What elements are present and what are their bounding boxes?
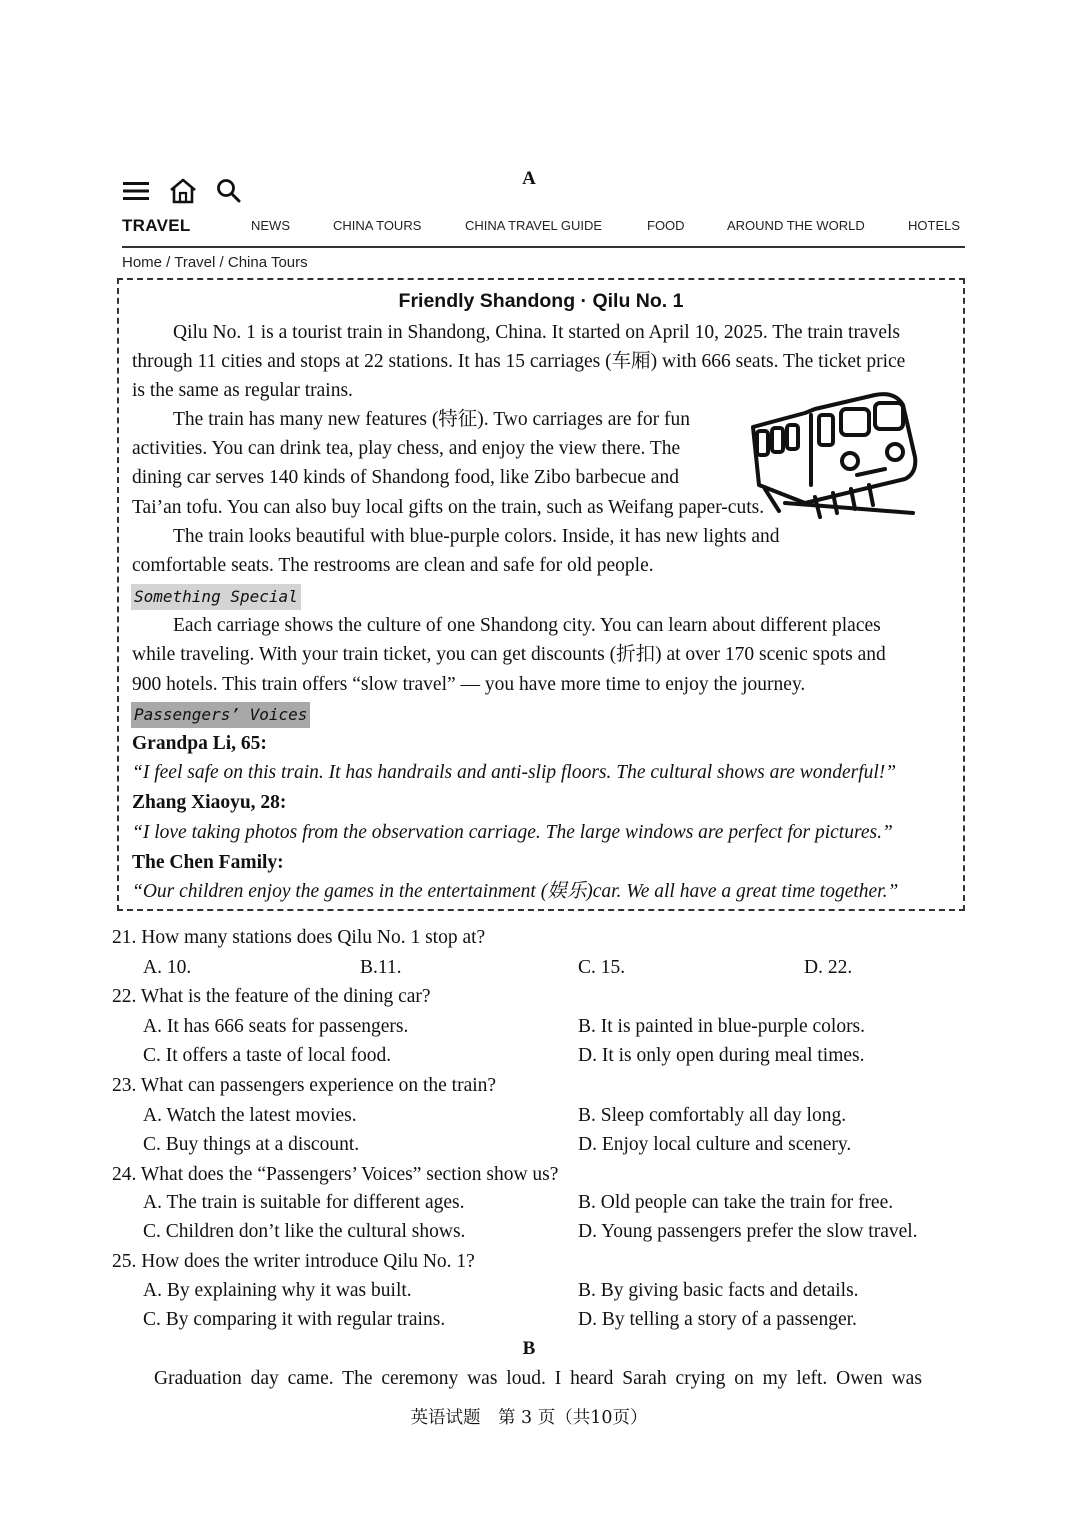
nav-item-hotels[interactable]: HOTELS [908,218,961,233]
passage-b-line: Graduation day came. The ceremony was loud. I heard Sarah crying on my left. Owen was [154,1368,922,1389]
breadcrumb[interactable]: Home / Travel / China Tours [122,254,308,271]
question-25: 25. How does the writer introduce Qilu No. 1? [112,1251,475,1272]
article-line: dining car serves 140 kinds of Shandong food, like Zibo barbecue and [132,467,679,488]
voice-name: Zhang Xiaoyu, 28: [132,792,287,813]
page-footer: 英语试题 第 3 页（共10页） [410,1408,648,1428]
article-title: Friendly Shandong · Qilu No. 1 [398,290,684,312]
nav-item-food[interactable]: FOOD [647,218,685,233]
article-line: The train looks beautiful with blue-purple colors. Inside, it has new lights and [173,526,780,547]
option: D. By telling a story of a passenger. [578,1309,857,1330]
article-line: Tai’an tofu. You can also buy local gifts on the train, such as Weifang paper-cuts. [132,497,765,518]
voice-quote: “I feel safe on this train. It has handrails and anti-slip floors. The cultural shows are wonderful!” [132,762,897,783]
option: B. It is painted in blue-purple colors. [578,1016,866,1037]
option: B. Old people can take the train for free. [578,1192,894,1213]
section-a-heading: A [522,168,536,189]
article-line: comfortable seats. The restrooms are clean and safe for old people. [132,555,654,576]
train-illustration [745,385,920,530]
article-line: The train has many new features (特征). Two carriages are for fun [173,409,690,430]
voice-name: Grandpa Li, 65: [132,733,267,754]
article-line: 900 hotels. This train offers “slow travel” — you have more time to enjoy the journey. [132,674,806,695]
menu-icon[interactable] [122,180,150,202]
article-line: through 11 cities and stops at 22 stations. It has 15 carriages (车厢) with 666 seats. The ticket price [132,351,906,372]
question-24: 24. What does the “Passengers’ Voices” section show us? [112,1164,559,1185]
option: B. Sleep comfortably all day long. [578,1105,847,1126]
home-icon[interactable] [168,178,198,204]
nav-item-news[interactable]: NEWS [251,218,290,233]
nav-item-china-tours[interactable]: CHINA TOURS [333,218,422,233]
option: C. Children don’t like the cultural shows. [143,1221,466,1242]
icon-toolbar [122,176,242,206]
nav-item-china-travel-guide[interactable]: CHINA TRAVEL GUIDE [465,218,603,233]
option: C. By comparing it with regular trains. [143,1309,446,1330]
nav-item-around-the-world[interactable]: AROUND THE WORLD [727,218,865,233]
option: A. 10. [143,957,192,978]
option: D. Young passengers prefer the slow travel. [578,1221,918,1242]
section-heading-something-special: Something Special [131,584,301,610]
question-22: 22. What is the feature of the dining car? [112,986,431,1007]
option: A. By explaining why it was built. [143,1280,412,1301]
question-21: 21. How many stations does Qilu No. 1 stop at? [112,927,486,948]
voice-quote: “Our children enjoy the games in the entertainment (娱乐)car. We all have a great time together.” [132,881,899,902]
article-line: Each carriage shows the culture of one Shandong city. You can learn about different places [173,615,881,636]
section-heading-passengers-voices: Passengers’ Voices [131,702,310,728]
top-navigation [122,212,965,248]
voice-name: The Chen Family: [132,852,284,873]
option: C. Buy things at a discount. [143,1134,360,1155]
option: D. 22. [804,957,853,978]
option: A. It has 666 seats for passengers. [143,1016,409,1037]
article-line: while traveling. With your train ticket, you can get discounts (折扣) at over 170 scenic spots and [132,644,886,665]
article-line: activities. You can drink tea, play chess, and enjoy the view there. The [132,438,681,459]
option: A. The train is suitable for different ages. [143,1192,465,1213]
option: C. It offers a taste of local food. [143,1045,392,1066]
voice-quote: “I love taking photos from the observation carriage. The large windows are perfect for pictures.” [132,822,893,843]
option: D. It is only open during meal times. [578,1045,865,1066]
option: B.11. [360,957,402,978]
brand-travel-link[interactable]: TRAVEL [122,216,191,235]
article-line: is the same as regular trains. [132,380,353,401]
option: B. By giving basic facts and details. [578,1280,859,1301]
article-line: Qilu No. 1 is a tourist train in Shandong, China. It started on April 10, 2025. The train travels [173,322,901,343]
option: C. 15. [578,957,626,978]
search-icon[interactable] [216,178,242,204]
option: D. Enjoy local culture and scenery. [578,1134,852,1155]
section-b-heading: B [522,1338,536,1359]
question-23: 23. What can passengers experience on the train? [112,1075,497,1096]
option: A. Watch the latest movies. [143,1105,357,1126]
